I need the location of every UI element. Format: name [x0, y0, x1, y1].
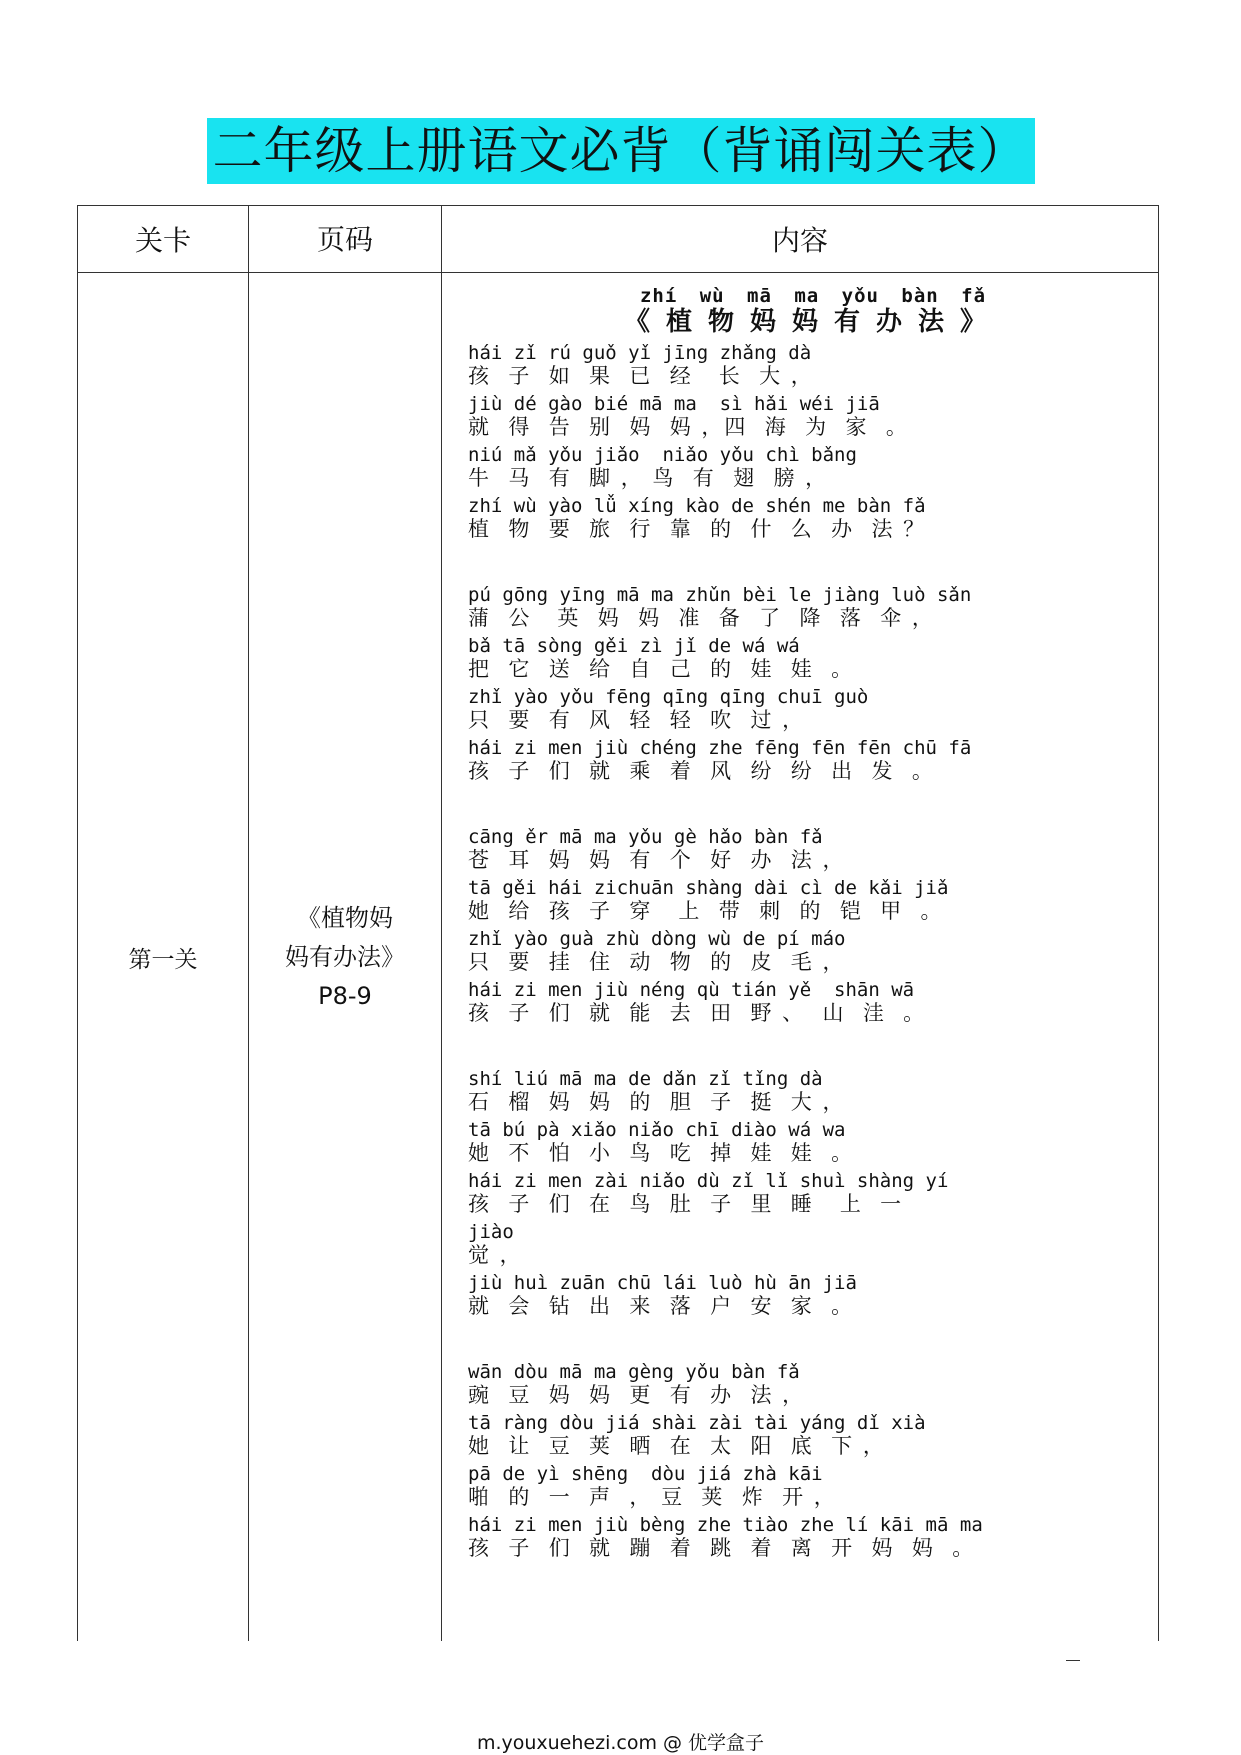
- poem-line: [468, 827, 1158, 872]
- poem-line: [468, 1515, 1158, 1560]
- page-mark: [1066, 1660, 1080, 1661]
- hanzi-text: 只 要 挂 住 动 物 的 皮 毛 ，: [468, 950, 846, 974]
- poem-line: [468, 394, 1158, 439]
- page-line: 妈有办法》: [285, 942, 405, 971]
- pinyin-text: zhǐ yào guà zhù dòng wù de pí máo: [468, 928, 846, 950]
- poem-line: [468, 1362, 1158, 1407]
- poem-line: [468, 636, 1158, 681]
- poem-line: [468, 738, 1158, 783]
- poem-line: [468, 1171, 1158, 1216]
- pinyin-text: hái zi men jiù bèng zhe tiào zhe lí kāi mā ma: [468, 1514, 983, 1536]
- poem-stanza: [468, 827, 1158, 1025]
- poem-title: [468, 285, 1158, 337]
- poem-line: [468, 585, 1158, 630]
- pinyin-text: wān dòu mā ma gèng yǒu bàn fǎ: [468, 1361, 800, 1383]
- pinyin-text: pú gōng yīng mā ma zhǔn bèi le jiàng luò sǎn: [468, 584, 972, 606]
- hanzi-text: 啪 的 一 声 ， 豆 荚 炸 开 ，: [468, 1485, 837, 1509]
- poem-line: [468, 929, 1158, 974]
- pinyin-text: hái zi men zài niǎo dù zǐ lǐ shuì shàng yí: [468, 1170, 949, 1192]
- poem-line: [468, 1464, 1158, 1509]
- poem-line: [468, 980, 1158, 1025]
- poem-line: [468, 687, 1158, 732]
- page-title: 二年级上册语文必背（背诵闯关表）: [207, 118, 1035, 184]
- page-line: P8-9: [318, 981, 372, 1010]
- hanzi-text: 她 让 豆 荚 晒 在 太 阳 底 下 ，: [468, 1434, 886, 1458]
- pinyin-text: hái zi men jiù néng qù tián yě shān wā: [468, 979, 915, 1001]
- poem-stanza: [468, 343, 1158, 541]
- pinyin-text: shí liú mā ma de dǎn zǐ tǐng dà: [468, 1068, 823, 1090]
- poem-stanza: [468, 1069, 1158, 1318]
- poem: [442, 273, 1158, 1560]
- poem-line: [468, 343, 1158, 388]
- hanzi-text: 只 要 有 风 轻 轻 吹 过 ，: [468, 708, 806, 732]
- poem-line: [468, 878, 1158, 923]
- poem-line: [468, 445, 1158, 490]
- table-header-row: [78, 206, 1159, 273]
- header-level: 关卡: [78, 206, 249, 273]
- pinyin-text: cāng ěr mā ma yǒu gè hǎo bàn fǎ: [468, 826, 823, 848]
- hanzi-text: 就 会 钻 出 来 落 户 安 家 。: [468, 1294, 855, 1318]
- hanzi-text: 植 物 要 旅 行 靠 的 什 么 办 法 ？: [468, 517, 927, 541]
- hanzi-text: 孩 子 们 就 能 去 田 野 、 山 洼 。: [468, 1001, 927, 1025]
- poem-line: [468, 1222, 1158, 1267]
- pinyin-text: tā bú pà xiǎo niǎo chī diào wá wa: [468, 1119, 846, 1141]
- hanzi-text: 孩 子 们 在 鸟 肚 子 里 睡 上 一: [468, 1192, 904, 1216]
- pinyin-text: bǎ tā sòng gěi zì jǐ de wá wá: [468, 635, 800, 657]
- poem-stanza: [468, 1362, 1158, 1560]
- header-page: 页码: [249, 206, 442, 273]
- page-line: 《植物妈: [297, 903, 393, 932]
- pinyin-text: hái zǐ rú guǒ yǐ jīng zhǎng dà: [468, 342, 812, 364]
- poem-line: [468, 1413, 1158, 1458]
- pinyin-text: niú mǎ yǒu jiǎo niǎo yǒu chì bǎng: [468, 444, 857, 466]
- hanzi-text: 豌 豆 妈 妈 更 有 办 法 ，: [468, 1383, 806, 1407]
- poem-line: [468, 1069, 1158, 1114]
- pinyin-text: jiào: [468, 1221, 514, 1243]
- poem-line: [468, 496, 1158, 541]
- pinyin-text: hái zi men jiù chéng zhe fēng fēn fēn chū fā: [468, 737, 972, 759]
- footer-watermark: m.youxuehezi.com @ 优学盒子: [476, 1732, 765, 1754]
- level-cell: 第一关: [78, 273, 249, 1642]
- poem-title-hanzi: 《植物妈妈有办法》: [623, 307, 1002, 337]
- hanzi-text: 孩 子 如 果 已 经 长 大 ，: [468, 364, 814, 388]
- poem-body: [468, 343, 1158, 1560]
- table-row: [78, 273, 1159, 1642]
- hanzi-text: 牛 马 有 脚 ， 鸟 有 翅 膀 ，: [468, 466, 829, 490]
- hanzi-text: 把 它 送 给 自 己 的 娃 娃 。: [468, 657, 855, 681]
- poem-line: [468, 1120, 1158, 1165]
- hanzi-text: 孩 子 们 就 蹦 着 跳 着 离 开 妈 妈 。: [468, 1536, 976, 1560]
- hanzi-text: 石 榴 妈 妈 的 胆 子 挺 大 ，: [468, 1090, 846, 1114]
- hanzi-text: 她 不 怕 小 鸟 吃 掉 娃 娃 。: [468, 1141, 855, 1165]
- poem-line: [468, 1273, 1158, 1318]
- pinyin-text: tā ràng dòu jiá shài zài tài yáng dǐ xià: [468, 1412, 926, 1434]
- hanzi-text: 孩 子 们 就 乘 着 风 纷 纷 出 发 。: [468, 759, 935, 783]
- hanzi-text: 苍 耳 妈 妈 有 个 好 办 法 ，: [468, 848, 846, 872]
- pinyin-text: zhí wù yào lǚ xíng kào de shén me bàn fǎ: [468, 495, 926, 517]
- hanzi-text: 就 得 告 别 妈 妈 ，四 海 为 家 。: [468, 415, 909, 439]
- header-content: 内容: [442, 206, 1159, 273]
- pinyin-text: jiù huì zuān chū lái luò hù ān jiā: [468, 1272, 857, 1294]
- title-wrap: [0, 118, 1241, 184]
- pinyin-text: jiù dé gào bié mā ma sì hǎi wéi jiā: [468, 393, 880, 415]
- hanzi-text: 蒲 公 英 妈 妈 准 备 了 降 落 伞 ，: [468, 606, 935, 630]
- pinyin-text: tā gěi hái zichuān shàng dài cì de kǎi jiǎ: [468, 877, 949, 899]
- recitation-table: [77, 205, 1159, 1641]
- poem-stanza: [468, 585, 1158, 783]
- content-cell: [442, 273, 1159, 1642]
- hanzi-text: 她 给 孩 子 穿 上 带 刺 的 铠 甲 。: [468, 899, 944, 923]
- poem-title-pinyin: zhí wù mā ma yǒu bàn fǎ: [639, 285, 987, 307]
- hanzi-text: 觉 ，: [468, 1243, 523, 1267]
- pinyin-text: pā de yì shēng dòu jiá zhà kāi: [468, 1463, 823, 1485]
- page-cell: [249, 273, 442, 1642]
- pinyin-text: zhǐ yào yǒu fēng qīng qīng chuī guò: [468, 686, 869, 708]
